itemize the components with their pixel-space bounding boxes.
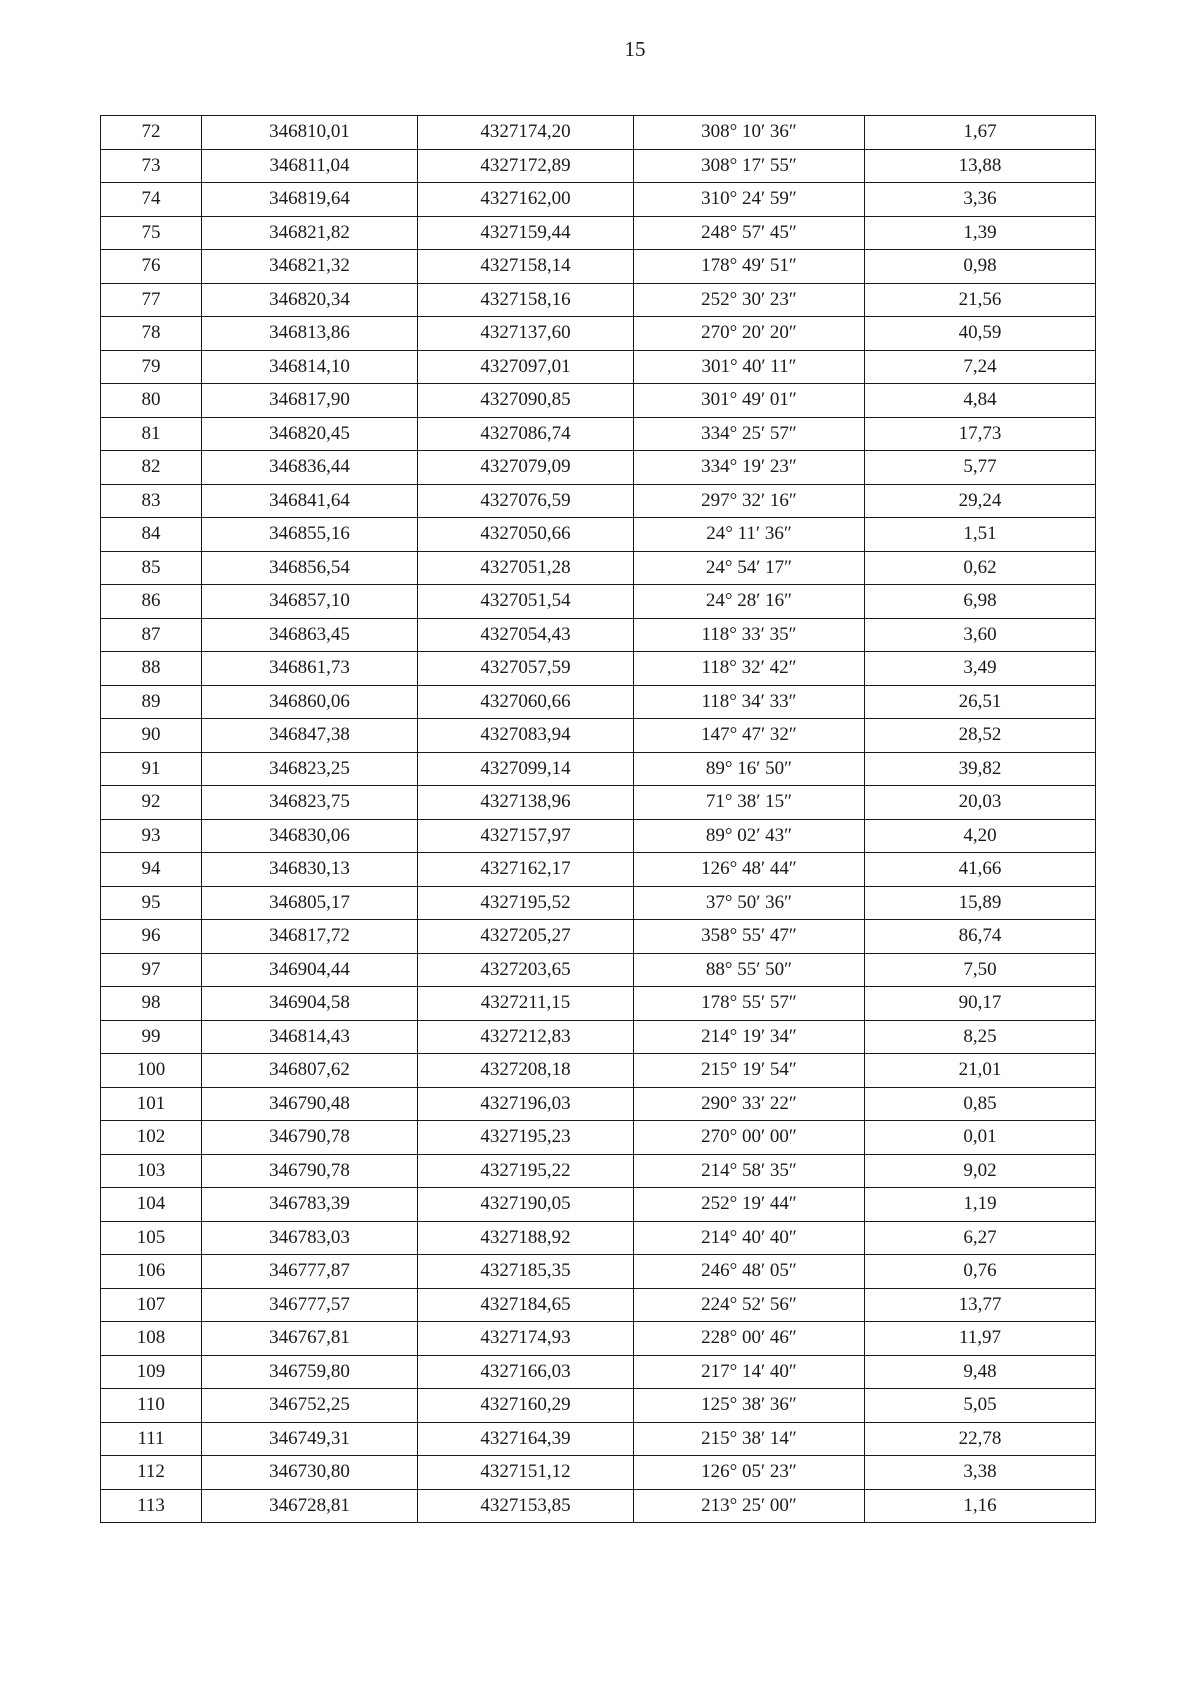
x-coordinate-cell: 346830,06 xyxy=(202,819,418,853)
direction-angle-cell: 270° 00′ 00″ xyxy=(634,1121,865,1155)
x-coordinate-cell: 346856,54 xyxy=(202,551,418,585)
point-number-cell: 107 xyxy=(101,1288,202,1322)
y-coordinate-cell: 4327159,44 xyxy=(418,216,634,250)
distance-cell: 9,02 xyxy=(865,1154,1096,1188)
direction-angle-cell: 71° 38′ 15″ xyxy=(634,786,865,820)
direction-angle-cell: 24° 28′ 16″ xyxy=(634,585,865,619)
y-coordinate-cell: 4327076,59 xyxy=(418,484,634,518)
x-coordinate-cell: 346814,43 xyxy=(202,1020,418,1054)
point-number-cell: 84 xyxy=(101,518,202,552)
distance-cell: 1,19 xyxy=(865,1188,1096,1222)
distance-cell: 28,52 xyxy=(865,719,1096,753)
point-number-cell: 110 xyxy=(101,1389,202,1423)
point-number-cell: 85 xyxy=(101,551,202,585)
direction-angle-cell: 125° 38′ 36″ xyxy=(634,1389,865,1423)
x-coordinate-cell: 346814,10 xyxy=(202,350,418,384)
distance-cell: 22,78 xyxy=(865,1422,1096,1456)
table-row xyxy=(101,1489,1096,1523)
point-number-cell: 76 xyxy=(101,250,202,284)
direction-angle-cell: 214° 40′ 40″ xyxy=(634,1221,865,1255)
distance-cell: 0,01 xyxy=(865,1121,1096,1155)
point-number-cell: 105 xyxy=(101,1221,202,1255)
direction-angle-cell: 252° 30′ 23″ xyxy=(634,283,865,317)
table-row xyxy=(101,585,1096,619)
table-row xyxy=(101,1020,1096,1054)
table-row xyxy=(101,451,1096,485)
x-coordinate-cell: 346783,39 xyxy=(202,1188,418,1222)
x-coordinate-cell: 346783,03 xyxy=(202,1221,418,1255)
x-coordinate-cell: 346810,01 xyxy=(202,116,418,150)
table-row xyxy=(101,149,1096,183)
point-number-cell: 90 xyxy=(101,719,202,753)
table-row xyxy=(101,853,1096,887)
distance-cell: 5,05 xyxy=(865,1389,1096,1423)
x-coordinate-cell: 346790,48 xyxy=(202,1087,418,1121)
distance-cell: 90,17 xyxy=(865,987,1096,1021)
point-number-cell: 104 xyxy=(101,1188,202,1222)
x-coordinate-cell: 346841,64 xyxy=(202,484,418,518)
x-coordinate-cell: 346811,04 xyxy=(202,149,418,183)
distance-cell: 4,84 xyxy=(865,384,1096,418)
x-coordinate-cell: 346752,25 xyxy=(202,1389,418,1423)
distance-cell: 9,48 xyxy=(865,1355,1096,1389)
point-number-cell: 108 xyxy=(101,1322,202,1356)
direction-angle-cell: 252° 19′ 44″ xyxy=(634,1188,865,1222)
x-coordinate-cell: 346823,75 xyxy=(202,786,418,820)
point-number-cell: 113 xyxy=(101,1489,202,1523)
x-coordinate-cell: 346813,86 xyxy=(202,317,418,351)
x-coordinate-cell: 346821,82 xyxy=(202,216,418,250)
table-row xyxy=(101,953,1096,987)
x-coordinate-cell: 346861,73 xyxy=(202,652,418,686)
point-number-cell: 111 xyxy=(101,1422,202,1456)
x-coordinate-cell: 346820,34 xyxy=(202,283,418,317)
point-number-cell: 99 xyxy=(101,1020,202,1054)
direction-angle-cell: 24° 54′ 17″ xyxy=(634,551,865,585)
direction-angle-cell: 228° 00′ 46″ xyxy=(634,1322,865,1356)
direction-angle-cell: 118° 32′ 42″ xyxy=(634,652,865,686)
direction-angle-cell: 89° 02′ 43″ xyxy=(634,819,865,853)
point-number-cell: 87 xyxy=(101,618,202,652)
table-row xyxy=(101,551,1096,585)
y-coordinate-cell: 4327160,29 xyxy=(418,1389,634,1423)
y-coordinate-cell: 4327138,96 xyxy=(418,786,634,820)
direction-angle-cell: 214° 58′ 35″ xyxy=(634,1154,865,1188)
direction-angle-cell: 301° 49′ 01″ xyxy=(634,384,865,418)
direction-angle-cell: 126° 05′ 23″ xyxy=(634,1456,865,1490)
table-row xyxy=(101,652,1096,686)
distance-cell: 29,24 xyxy=(865,484,1096,518)
table-row xyxy=(101,1322,1096,1356)
distance-cell: 6,27 xyxy=(865,1221,1096,1255)
direction-angle-cell: 214° 19′ 34″ xyxy=(634,1020,865,1054)
table-row xyxy=(101,384,1096,418)
direction-angle-cell: 308° 10′ 36″ xyxy=(634,116,865,150)
direction-angle-cell: 24° 11′ 36″ xyxy=(634,518,865,552)
distance-cell: 1,39 xyxy=(865,216,1096,250)
direction-angle-cell: 215° 19′ 54″ xyxy=(634,1054,865,1088)
direction-angle-cell: 88° 55′ 50″ xyxy=(634,953,865,987)
coordinates-table xyxy=(100,115,1096,1523)
direction-angle-cell: 89° 16′ 50″ xyxy=(634,752,865,786)
direction-angle-cell: 178° 49′ 51″ xyxy=(634,250,865,284)
page-number: 15 xyxy=(624,37,646,61)
y-coordinate-cell: 4327158,16 xyxy=(418,283,634,317)
table-row xyxy=(101,1288,1096,1322)
point-number-cell: 97 xyxy=(101,953,202,987)
point-number-cell: 75 xyxy=(101,216,202,250)
table-row xyxy=(101,1154,1096,1188)
direction-angle-cell: 310° 24′ 59″ xyxy=(634,183,865,217)
y-coordinate-cell: 4327137,60 xyxy=(418,317,634,351)
y-coordinate-cell: 4327185,35 xyxy=(418,1255,634,1289)
distance-cell: 6,98 xyxy=(865,585,1096,619)
point-number-cell: 82 xyxy=(101,451,202,485)
x-coordinate-cell: 346728,81 xyxy=(202,1489,418,1523)
distance-cell: 3,49 xyxy=(865,652,1096,686)
y-coordinate-cell: 4327050,66 xyxy=(418,518,634,552)
table-row xyxy=(101,484,1096,518)
x-coordinate-cell: 346790,78 xyxy=(202,1154,418,1188)
direction-angle-cell: 334° 19′ 23″ xyxy=(634,451,865,485)
point-number-cell: 73 xyxy=(101,149,202,183)
distance-cell: 21,56 xyxy=(865,283,1096,317)
x-coordinate-cell: 346817,90 xyxy=(202,384,418,418)
table-row xyxy=(101,1087,1096,1121)
direction-angle-cell: 126° 48′ 44″ xyxy=(634,853,865,887)
table-row xyxy=(101,1389,1096,1423)
table-row xyxy=(101,1456,1096,1490)
y-coordinate-cell: 4327079,09 xyxy=(418,451,634,485)
x-coordinate-cell: 346790,78 xyxy=(202,1121,418,1155)
x-coordinate-cell: 346904,58 xyxy=(202,987,418,1021)
point-number-cell: 112 xyxy=(101,1456,202,1490)
x-coordinate-cell: 346830,13 xyxy=(202,853,418,887)
y-coordinate-cell: 4327174,93 xyxy=(418,1322,634,1356)
table-row xyxy=(101,786,1096,820)
point-number-cell: 93 xyxy=(101,819,202,853)
y-coordinate-cell: 4327099,14 xyxy=(418,752,634,786)
table-row xyxy=(101,216,1096,250)
distance-cell: 20,03 xyxy=(865,786,1096,820)
y-coordinate-cell: 4327203,65 xyxy=(418,953,634,987)
y-coordinate-cell: 4327164,39 xyxy=(418,1422,634,1456)
distance-cell: 3,38 xyxy=(865,1456,1096,1490)
point-number-cell: 81 xyxy=(101,417,202,451)
distance-cell: 1,51 xyxy=(865,518,1096,552)
point-number-cell: 83 xyxy=(101,484,202,518)
x-coordinate-cell: 346821,32 xyxy=(202,250,418,284)
distance-cell: 3,60 xyxy=(865,618,1096,652)
distance-cell: 17,73 xyxy=(865,417,1096,451)
y-coordinate-cell: 4327184,65 xyxy=(418,1288,634,1322)
y-coordinate-cell: 4327057,59 xyxy=(418,652,634,686)
x-coordinate-cell: 346863,45 xyxy=(202,618,418,652)
table-row xyxy=(101,719,1096,753)
y-coordinate-cell: 4327212,83 xyxy=(418,1020,634,1054)
x-coordinate-cell: 346759,80 xyxy=(202,1355,418,1389)
y-coordinate-cell: 4327195,52 xyxy=(418,886,634,920)
y-coordinate-cell: 4327051,54 xyxy=(418,585,634,619)
x-coordinate-cell: 346847,38 xyxy=(202,719,418,753)
distance-cell: 41,66 xyxy=(865,853,1096,887)
direction-angle-cell: 118° 33′ 35″ xyxy=(634,618,865,652)
point-number-cell: 77 xyxy=(101,283,202,317)
table-row xyxy=(101,1221,1096,1255)
direction-angle-cell: 301° 40′ 11″ xyxy=(634,350,865,384)
table-row xyxy=(101,819,1096,853)
table-row xyxy=(101,987,1096,1021)
distance-cell: 5,77 xyxy=(865,451,1096,485)
direction-angle-cell: 297° 32′ 16″ xyxy=(634,484,865,518)
point-number-cell: 80 xyxy=(101,384,202,418)
point-number-cell: 72 xyxy=(101,116,202,150)
table-row xyxy=(101,283,1096,317)
x-coordinate-cell: 346820,45 xyxy=(202,417,418,451)
distance-cell: 3,36 xyxy=(865,183,1096,217)
distance-cell: 4,20 xyxy=(865,819,1096,853)
direction-angle-cell: 248° 57′ 45″ xyxy=(634,216,865,250)
coordinates-table-body xyxy=(101,116,1096,1523)
y-coordinate-cell: 4327188,92 xyxy=(418,1221,634,1255)
x-coordinate-cell: 346855,16 xyxy=(202,518,418,552)
direction-angle-cell: 213° 25′ 00″ xyxy=(634,1489,865,1523)
y-coordinate-cell: 4327172,89 xyxy=(418,149,634,183)
point-number-cell: 109 xyxy=(101,1355,202,1389)
distance-cell: 86,74 xyxy=(865,920,1096,954)
distance-cell: 26,51 xyxy=(865,685,1096,719)
x-coordinate-cell: 346857,10 xyxy=(202,585,418,619)
direction-angle-cell: 178° 55′ 57″ xyxy=(634,987,865,1021)
y-coordinate-cell: 4327190,05 xyxy=(418,1188,634,1222)
table-row xyxy=(101,618,1096,652)
direction-angle-cell: 358° 55′ 47″ xyxy=(634,920,865,954)
distance-cell: 7,50 xyxy=(865,953,1096,987)
distance-cell: 0,76 xyxy=(865,1255,1096,1289)
x-coordinate-cell: 346836,44 xyxy=(202,451,418,485)
distance-cell: 11,97 xyxy=(865,1322,1096,1356)
point-number-cell: 100 xyxy=(101,1054,202,1088)
table-row xyxy=(101,1054,1096,1088)
point-number-cell: 95 xyxy=(101,886,202,920)
distance-cell: 40,59 xyxy=(865,317,1096,351)
y-coordinate-cell: 4327174,20 xyxy=(418,116,634,150)
table-row xyxy=(101,1355,1096,1389)
point-number-cell: 79 xyxy=(101,350,202,384)
x-coordinate-cell: 346767,81 xyxy=(202,1322,418,1356)
point-number-cell: 78 xyxy=(101,317,202,351)
table-row xyxy=(101,183,1096,217)
x-coordinate-cell: 346860,06 xyxy=(202,685,418,719)
y-coordinate-cell: 4327211,15 xyxy=(418,987,634,1021)
table-row xyxy=(101,1422,1096,1456)
point-number-cell: 103 xyxy=(101,1154,202,1188)
direction-angle-cell: 224° 52′ 56″ xyxy=(634,1288,865,1322)
point-number-cell: 89 xyxy=(101,685,202,719)
x-coordinate-cell: 346807,62 xyxy=(202,1054,418,1088)
point-number-cell: 74 xyxy=(101,183,202,217)
table-row xyxy=(101,317,1096,351)
distance-cell: 0,62 xyxy=(865,551,1096,585)
distance-cell: 7,24 xyxy=(865,350,1096,384)
direction-angle-cell: 246° 48′ 05″ xyxy=(634,1255,865,1289)
direction-angle-cell: 308° 17′ 55″ xyxy=(634,149,865,183)
table-row xyxy=(101,685,1096,719)
distance-cell: 39,82 xyxy=(865,752,1096,786)
x-coordinate-cell: 346805,17 xyxy=(202,886,418,920)
table-row xyxy=(101,1255,1096,1289)
point-number-cell: 102 xyxy=(101,1121,202,1155)
y-coordinate-cell: 4327205,27 xyxy=(418,920,634,954)
table-row xyxy=(101,886,1096,920)
x-coordinate-cell: 346823,25 xyxy=(202,752,418,786)
table-row xyxy=(101,1121,1096,1155)
direction-angle-cell: 118° 34′ 33″ xyxy=(634,685,865,719)
x-coordinate-cell: 346749,31 xyxy=(202,1422,418,1456)
direction-angle-cell: 270° 20′ 20″ xyxy=(634,317,865,351)
distance-cell: 13,77 xyxy=(865,1288,1096,1322)
table-row xyxy=(101,417,1096,451)
point-number-cell: 92 xyxy=(101,786,202,820)
direction-angle-cell: 37° 50′ 36″ xyxy=(634,886,865,920)
distance-cell: 15,89 xyxy=(865,886,1096,920)
y-coordinate-cell: 4327151,12 xyxy=(418,1456,634,1490)
table-row xyxy=(101,1188,1096,1222)
x-coordinate-cell: 346777,57 xyxy=(202,1288,418,1322)
table-row xyxy=(101,920,1096,954)
x-coordinate-cell: 346819,64 xyxy=(202,183,418,217)
point-number-cell: 101 xyxy=(101,1087,202,1121)
x-coordinate-cell: 346777,87 xyxy=(202,1255,418,1289)
y-coordinate-cell: 4327097,01 xyxy=(418,350,634,384)
y-coordinate-cell: 4327060,66 xyxy=(418,685,634,719)
table-row xyxy=(101,350,1096,384)
distance-cell: 21,01 xyxy=(865,1054,1096,1088)
y-coordinate-cell: 4327195,22 xyxy=(418,1154,634,1188)
point-number-cell: 86 xyxy=(101,585,202,619)
direction-angle-cell: 290° 33′ 22″ xyxy=(634,1087,865,1121)
distance-cell: 0,85 xyxy=(865,1087,1096,1121)
distance-cell: 13,88 xyxy=(865,149,1096,183)
y-coordinate-cell: 4327195,23 xyxy=(418,1121,634,1155)
y-coordinate-cell: 4327051,28 xyxy=(418,551,634,585)
point-number-cell: 96 xyxy=(101,920,202,954)
y-coordinate-cell: 4327083,94 xyxy=(418,719,634,753)
x-coordinate-cell: 346730,80 xyxy=(202,1456,418,1490)
y-coordinate-cell: 4327208,18 xyxy=(418,1054,634,1088)
table-row xyxy=(101,116,1096,150)
direction-angle-cell: 334° 25′ 57″ xyxy=(634,417,865,451)
point-number-cell: 88 xyxy=(101,652,202,686)
y-coordinate-cell: 4327157,97 xyxy=(418,819,634,853)
direction-angle-cell: 217° 14′ 40″ xyxy=(634,1355,865,1389)
x-coordinate-cell: 346904,44 xyxy=(202,953,418,987)
y-coordinate-cell: 4327196,03 xyxy=(418,1087,634,1121)
table-row xyxy=(101,752,1096,786)
y-coordinate-cell: 4327166,03 xyxy=(418,1355,634,1389)
distance-cell: 8,25 xyxy=(865,1020,1096,1054)
y-coordinate-cell: 4327090,85 xyxy=(418,384,634,418)
distance-cell: 1,67 xyxy=(865,116,1096,150)
y-coordinate-cell: 4327054,43 xyxy=(418,618,634,652)
point-number-cell: 98 xyxy=(101,987,202,1021)
y-coordinate-cell: 4327086,74 xyxy=(418,417,634,451)
distance-cell: 0,98 xyxy=(865,250,1096,284)
point-number-cell: 106 xyxy=(101,1255,202,1289)
y-coordinate-cell: 4327153,85 xyxy=(418,1489,634,1523)
point-number-cell: 94 xyxy=(101,853,202,887)
table-row xyxy=(101,518,1096,552)
distance-cell: 1,16 xyxy=(865,1489,1096,1523)
x-coordinate-cell: 346817,72 xyxy=(202,920,418,954)
direction-angle-cell: 147° 47′ 32″ xyxy=(634,719,865,753)
direction-angle-cell: 215° 38′ 14″ xyxy=(634,1422,865,1456)
table-row xyxy=(101,250,1096,284)
y-coordinate-cell: 4327158,14 xyxy=(418,250,634,284)
point-number-cell: 91 xyxy=(101,752,202,786)
y-coordinate-cell: 4327162,17 xyxy=(418,853,634,887)
y-coordinate-cell: 4327162,00 xyxy=(418,183,634,217)
